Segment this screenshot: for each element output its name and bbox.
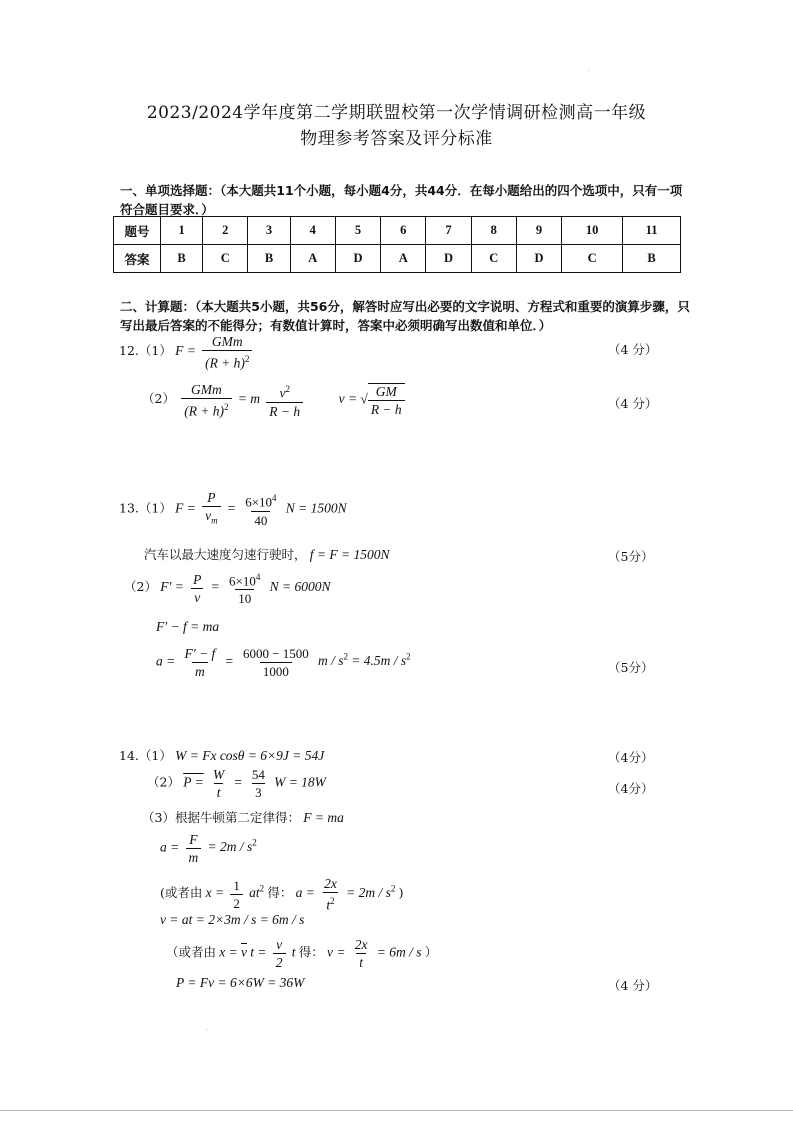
q14-p3-alt1-close: ) xyxy=(398,885,404,901)
answer-cell: B xyxy=(161,245,203,273)
fraction-denominator: t xyxy=(356,953,366,970)
question-number-cell: 6 xyxy=(381,217,426,245)
fraction-numerator: v xyxy=(279,385,286,401)
question-number-cell: 10 xyxy=(562,217,623,245)
exponent: 4 xyxy=(272,493,277,504)
q12-p2-label: （2） xyxy=(142,391,175,407)
q14-part1 xyxy=(119,746,324,764)
q14-p1-score: （4分） xyxy=(608,750,654,765)
scan-speck: . xyxy=(588,66,590,73)
q14-p2-label: （2） xyxy=(147,774,180,790)
table-header-cell: 答案 xyxy=(114,245,161,273)
question-number-cell: 8 xyxy=(471,217,516,245)
fraction-numerator: 1 xyxy=(233,877,240,893)
fraction-numerator: 6000 − 1500 xyxy=(242,646,309,661)
q14-p3-alt2-de: 得： xyxy=(298,944,324,960)
q13-p2-a: a = xyxy=(156,653,176,669)
fraction-numerator: GM xyxy=(375,384,397,400)
q13-p1-statement xyxy=(144,545,390,563)
q14-p3-alt2-x: x = xyxy=(219,944,238,960)
fraction-denominator: 1000 xyxy=(260,662,292,679)
q13-p1-text-eq: f = F = 1500N xyxy=(309,547,390,562)
q12-p1-lhs: F = xyxy=(175,343,196,359)
sqrt-sign: √ $\frac{GM}{R - h}$ xyxy=(360,383,404,417)
answer-cell: A xyxy=(290,245,335,273)
question-number-cell: 5 xyxy=(335,217,380,245)
fraction-numerator: P xyxy=(207,490,216,505)
fraction-numerator: 54 xyxy=(251,767,265,782)
answer-cell: A xyxy=(381,245,426,273)
q14-p2-score: （4分） xyxy=(608,781,654,796)
fraction-numerator: P xyxy=(193,571,202,587)
q13-p1-text: 汽车以最大速度匀速行驶时， xyxy=(144,547,307,562)
q14-p3-alt1-de: 得： xyxy=(267,885,293,901)
q12-part1 xyxy=(119,334,255,371)
fraction-numerator: GMm xyxy=(191,382,222,397)
q14-p3-alt2-val: = 6m / s xyxy=(376,944,422,960)
q14-p3-label: （3）根据牛顿第二定律得： xyxy=(142,810,300,825)
q14-p3-a: a = xyxy=(160,839,180,855)
fraction-denominator: v xyxy=(205,508,212,523)
table-row-numbers xyxy=(114,217,681,245)
q13-p1-label: 13.（1） xyxy=(119,500,172,516)
q14-p1-label: 14.（1） xyxy=(119,748,172,763)
answer-cell: C xyxy=(203,245,248,273)
q13-p2-lhs: F′ = xyxy=(160,579,184,595)
q14-p2-lhs: P = xyxy=(183,774,204,790)
fraction-denominator: 3 xyxy=(252,783,265,800)
q12-p2-v: v = xyxy=(338,391,358,407)
page-title: 2023/2024学年度第二学期联盟校第一次学情调研检测高一年级 xyxy=(146,103,647,123)
fraction-denominator: (R + h) xyxy=(205,355,245,371)
table-row-answers xyxy=(114,245,681,273)
q12-p2-mid: = m xyxy=(237,391,261,407)
q13-part1: 13.（1） F = $\frac{P}{v_m}$ = $\frac{6\times 10^4}{40}$ N = 1500N xyxy=(119,490,347,528)
q13-p2-fraction4 xyxy=(240,646,312,679)
fraction-numerator: W xyxy=(212,767,225,782)
fraction-denominator: 10 xyxy=(235,589,254,606)
q14-p3-alt1-fraction2: $\frac{2x}{t^2}$ xyxy=(321,876,340,913)
fraction-denominator: t xyxy=(326,897,331,913)
q14-p3-score: （4 分） xyxy=(608,978,658,993)
fraction-denominator: t xyxy=(214,783,224,800)
q14-part2: （2） P = $\frac{W}{t}$ = $\frac{54}{3}$ W = 18W xyxy=(147,767,326,800)
q14-p3-power-eq: P = Fv = 6×6W = 36W xyxy=(176,975,305,990)
q13-p2-result: N = 6000N xyxy=(269,579,331,595)
q14-p3-alt2-v: v = xyxy=(327,944,346,960)
fraction-denominator: m xyxy=(186,848,202,865)
q14-p3-velocity xyxy=(160,912,304,928)
q14-p3-alt2-fraction2 xyxy=(352,937,371,970)
fraction-denominator: v xyxy=(191,588,203,605)
q14-p3-a-val: = 2m / s xyxy=(207,839,253,855)
q14-p3-v: v = at = 2×3m / s = 6m / s xyxy=(160,912,305,927)
fraction-numerator: v xyxy=(276,937,283,952)
fraction-denominator: R − h xyxy=(368,400,405,417)
answer-table xyxy=(113,216,681,273)
question-number-cell: 2 xyxy=(203,217,248,245)
q14-p3-fraction xyxy=(186,832,202,865)
q14-p3-alt2-eq: t = xyxy=(250,944,267,960)
fraction-denominator: 2 xyxy=(273,953,286,970)
fraction-denominator: m xyxy=(192,662,208,679)
answer-cell: C xyxy=(471,245,516,273)
q14-p3-alt1-x: x = xyxy=(205,885,225,901)
exponent: 4 xyxy=(255,572,261,582)
q14-p3-alt2-pre: （或者由 xyxy=(166,944,217,960)
q12-part2 xyxy=(142,382,405,419)
fraction-denominator: 2 xyxy=(230,894,243,911)
q14-p3-alt2-close: ） xyxy=(424,944,438,960)
answer-cell: C xyxy=(562,245,623,273)
question-number-cell: 4 xyxy=(290,217,335,245)
q13-p2-fraction2 xyxy=(226,570,263,606)
q13-p2-fraction1 xyxy=(190,572,204,605)
question-number-cell: 3 xyxy=(248,217,290,245)
q14-p3-alt2-vbar: $\overline{v}$ xyxy=(241,944,247,960)
q13-p1-result: N = 1500N xyxy=(285,500,347,516)
q14-p3-power xyxy=(176,975,304,991)
q14-part3 xyxy=(142,808,344,826)
question-number-cell: 7 xyxy=(426,217,471,245)
fraction-numerator: GMm xyxy=(211,334,243,349)
fraction-denominator: (R + h) xyxy=(184,403,225,419)
answer-cell: B xyxy=(623,245,681,273)
q13-p2-eq2: F′ − f = ma xyxy=(156,619,220,634)
question-number-cell: 1 xyxy=(161,217,203,245)
q13-p2-accel: a = $\frac{F' - f}{m}$ = $\frac{6000 - 1500}{1000}$ $m / s^2 = 4.5m / s^2$ xyxy=(156,646,411,679)
fraction-denominator: 40 xyxy=(251,511,270,528)
section2-heading: 二、计算题：（本大题共5小题，共56分，解答时应写出必要的文字说明、方程式和重要的演算步骤，只写出最后答案的不能得分；有数值计算时，答案中必须明确写出数值和单位．） xyxy=(120,299,690,333)
q13-p2-result: = 4.5m / s xyxy=(351,653,407,669)
q13-p2-fraction3 xyxy=(182,646,219,679)
q14-p3-accel: a = $\frac{F}{m}$ = $2m / s^2$ xyxy=(160,832,257,865)
q14-p3-alt1-val: = 2m / s xyxy=(346,885,391,901)
fraction-numerator: 2x xyxy=(354,937,368,952)
q13-p2-unit: m / s xyxy=(318,653,344,669)
q13-p1-lhs: F = xyxy=(175,500,196,516)
q14-p3-alt1-pre: (或者由 xyxy=(160,885,203,901)
fraction-numerator: 6×10 xyxy=(229,573,256,589)
fraction-numerator: 2x xyxy=(324,876,337,891)
q14-p3-alt2 xyxy=(166,937,437,970)
q14-p3-alt1-tail: at xyxy=(249,885,260,901)
q12-p2-fraction-right: $\frac{v^2}{R - h}$ xyxy=(266,382,303,419)
subscript: m xyxy=(211,515,218,526)
section1-heading: 一、单项选择题：（本大题共11个小题，每小题4分，共44分．在每小题给出的四个选项中，只有一项符合题目要求．） xyxy=(120,183,683,217)
q13-p2-label: （2） xyxy=(124,579,157,595)
q13-p1-fraction1 xyxy=(202,490,221,529)
q14-p3-alt1-fraction xyxy=(230,878,243,911)
q13-p1-fraction2 xyxy=(242,491,279,527)
fraction-numerator: F xyxy=(189,832,198,847)
q12-p1-fraction: $\frac{\text{GMm}}{(R + h)^2}$ xyxy=(202,334,252,371)
page-subtitle: 物理参考答案及评分标准 xyxy=(300,129,493,149)
q14-p3-alt1: (或者由 x = $\frac{1}{2}$ $at^2$ 得： a = $\frac{2x}{t^2}$ = $2m / s^2$ ) xyxy=(160,876,404,913)
answer-cell: D xyxy=(335,245,380,273)
scan-speck: . xyxy=(206,1025,208,1032)
answer-cell: B xyxy=(248,245,290,273)
q14-p3-alt2-fraction xyxy=(273,937,286,970)
q14-p3-eq: F = ma xyxy=(303,810,344,825)
fraction-numerator: F′ − f xyxy=(184,646,216,661)
fraction-denominator: R − h xyxy=(266,402,303,419)
q12-p1-score: （4 分） xyxy=(608,342,658,357)
q13-p2-score: （5分） xyxy=(608,660,654,675)
q12-p1-label: 12.（1） xyxy=(119,343,172,359)
q12-p2-score: （4 分） xyxy=(608,396,658,411)
q14-p2-fraction1 xyxy=(210,767,227,800)
q14-p1-eq: W = Fx cosθ = 6×9J = 54J xyxy=(175,748,325,763)
q14-p2-fraction2 xyxy=(249,767,268,800)
question-number-cell: 11 xyxy=(623,217,681,245)
question-number-cell: 9 xyxy=(516,217,561,245)
q13-p1-score: （5分） xyxy=(608,549,654,564)
page-bottom-rule xyxy=(0,1110,793,1111)
q13-part2: （2） F′ = $\frac{P}{v}$ = $\frac{6\times 10^4}{10}$ N = 6000N xyxy=(124,571,331,607)
answer-cell: D xyxy=(516,245,561,273)
q14-p3-alt1-a: a = xyxy=(295,885,315,901)
table-header-cell: 题号 xyxy=(114,217,161,245)
q13-p2-newton xyxy=(156,619,219,635)
q12-p2-fraction-left: $\frac{\text{GMm}}{(R + h)^2}$ xyxy=(181,382,231,419)
q14-p3-alt2-t: t xyxy=(291,944,296,960)
q14-p2-result: W = 18W xyxy=(274,774,326,790)
fraction-numerator: 6×10 xyxy=(245,494,273,510)
answer-cell: D xyxy=(426,245,471,273)
